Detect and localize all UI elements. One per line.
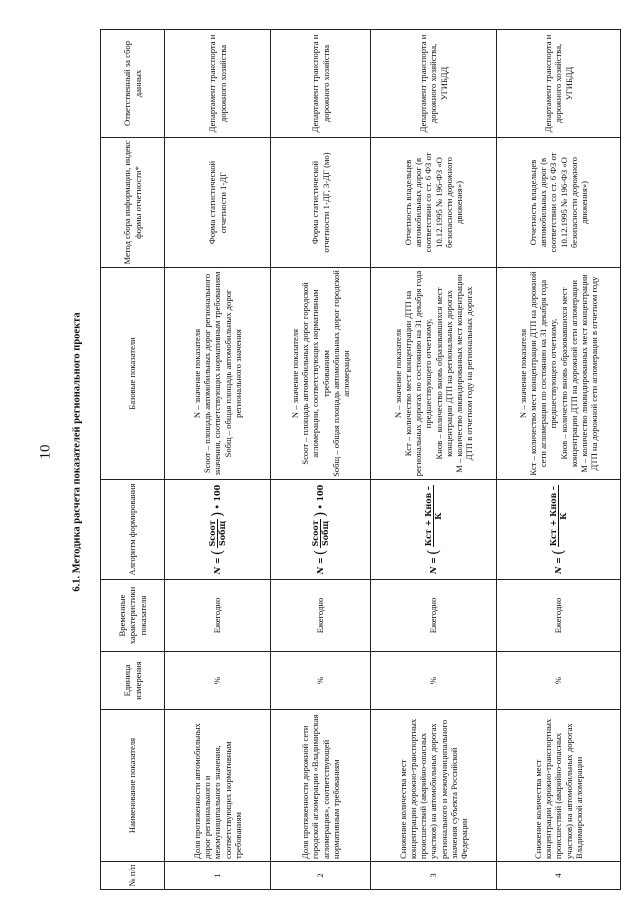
formula: N = ( Sсоот Sобщ ) • 100 xyxy=(309,484,330,575)
base-line: N – значение показателя xyxy=(393,328,404,419)
base-line: М – количество ликвидированных мест концентрации ДТП на дорожной сети агломерации в отчетном году xyxy=(578,274,599,473)
unit-cell: % xyxy=(165,652,271,710)
base-line: Sобщ – общая площадь автомобильных дорог городской агломерации xyxy=(330,270,351,477)
unit-cell: % xyxy=(371,652,497,710)
rotated-table-wrapper xyxy=(100,30,620,890)
table-row xyxy=(371,30,497,890)
formula-numerator: Sсоот xyxy=(206,520,217,547)
unit-cell: % xyxy=(497,652,621,710)
header-name: Наименование показателя xyxy=(101,710,165,862)
formula-numerator: Кст + Кнов – xyxy=(547,486,558,547)
header-algorithm: Алгоритм формирования xyxy=(101,480,165,580)
indicator-name: Снижение количества мест концентрации дорожно-транспортных происшествий (аварийно-опасных участков) на автомобильных дорогах Владимирской агломерации xyxy=(497,710,621,862)
base-line: Sобщ – общая площадь автомобильных дорог регионального значения xyxy=(222,289,243,458)
header-base-indicators: Базовые показатели xyxy=(101,268,165,480)
table-row xyxy=(165,30,271,890)
responsible-cell: Департамент транспорта и дорожного хозяйства, УГИБДД xyxy=(497,30,621,138)
indicator-name: Снижение количества мест концентрации дорожно-транспортных происшествий (аварийно-опасных участков) на автомобильных дорогах регионального и межмуниципального значения субъекта Российской Федерации xyxy=(371,710,497,862)
periodicity-cell: Ежегодно xyxy=(271,580,371,652)
formula-lhs: N = xyxy=(211,557,222,575)
formula: N = ( Кст + Кнов – К xyxy=(547,486,568,574)
formula-denominator: К xyxy=(558,512,568,520)
periodicity-cell: Ежегодно xyxy=(371,580,497,652)
base-indicators-cell xyxy=(497,268,621,480)
header-unit: Единица измерения xyxy=(101,652,165,710)
page-number: 10 xyxy=(37,444,54,460)
formula-tail: • 100 xyxy=(314,484,325,510)
formula-cell xyxy=(497,480,621,580)
base-line: Sсоот – площадь автомобильных дорог городской агломерации, соответствующих нормативным требованиям xyxy=(300,282,331,465)
responsible-cell: Департамент транспорта и дорожного хозяйства, УГИБДД xyxy=(371,30,497,138)
responsible-cell: Департамент транспорта и дорожного хозяйства xyxy=(165,30,271,138)
base-line: N – значение показателя xyxy=(518,328,529,419)
method-cell: Отчетность владельцев автомобильных дорог (в соответствии со ст. 6 ФЗ от 10.12.1995 № 196-ФЗ «О безопасности дорожного движения») xyxy=(371,138,497,268)
base-line: N – значение показателя xyxy=(192,328,203,419)
base-line: N – значение показателя xyxy=(290,328,301,419)
indicator-name: Доля протяженности автомобильных дорог регионального и межмуниципального значения, соответствующих нормативным требованиям xyxy=(165,710,271,862)
base-line: Кнов – количество вновь образовавшихся мест концентрации ДТП на дорожной сети агломерации xyxy=(558,280,579,467)
row-number: 4 xyxy=(497,862,621,890)
formula-cell xyxy=(371,480,497,580)
row-number: 1 xyxy=(165,862,271,890)
base-line: Кнов – количество вновь образовавшихся мест концентрации ДТП на региональных дорогах xyxy=(433,287,454,460)
header-num: № п/п xyxy=(101,862,165,890)
method-cell: Форма статистической отчетности 1-ДГ, 3-ДГ (мо) xyxy=(271,138,371,268)
method-cell: Отчетность владельцев автомобильных дорог (в соответствии со ст. 6 ФЗ от 10.12.1995 № 196-ФЗ «О безопасности дорожного движения») xyxy=(497,138,621,268)
method-cell: Форма статистической отчетности 1-ДГ xyxy=(165,138,271,268)
formula-tail: • 100 xyxy=(211,484,222,510)
base-line: М – количество ликвидированных мест концентрации ДТП в отчетном году на региональных дорогах xyxy=(453,274,474,473)
row-number: 3 xyxy=(371,862,497,890)
formula-numerator: Кст + Кнов – xyxy=(422,486,433,547)
formula-lhs: N = xyxy=(314,557,325,575)
indicators-table xyxy=(100,29,621,890)
base-line: Кст – количество мест концентрации ДТП на дорожной сети агломерации по состоянию на 31 декабря года предшествующего отчетному, xyxy=(528,271,559,476)
table-header-row xyxy=(101,30,165,890)
unit-cell: % xyxy=(271,652,371,710)
formula-lhs: N = xyxy=(552,557,563,574)
formula: N = ( Кст + Кнов – К xyxy=(422,486,443,574)
base-indicators-cell xyxy=(271,268,371,480)
section-heading: 6.1. Методика расчета показателей регионального проекта xyxy=(71,312,83,592)
base-line: Кст – количество мест концентрации ДТП на региональных дорогах по состоянию на 31 декабря года предшествующего отчетному, xyxy=(403,270,434,477)
header-responsible: Ответственный за сбор данных xyxy=(101,30,165,138)
header-method: Метод сбора информации, индекс формы отчетности* xyxy=(101,138,165,268)
formula-cell xyxy=(271,480,371,580)
formula-cell xyxy=(165,480,271,580)
formula-denominator: Sобщ xyxy=(217,520,227,546)
formula-denominator: Sобщ xyxy=(320,520,330,546)
base-line: Sсоот – площадь автомобильных дорог регионального значения, соответствующих нормативным требованиям xyxy=(202,271,223,476)
responsible-cell: Департамент транспорта и дорожного хозяйства xyxy=(271,30,371,138)
formula: N = ( Sсоот Sобщ ) • 100 xyxy=(206,484,227,575)
table-row xyxy=(271,30,371,890)
formula-denominator: К xyxy=(433,512,443,520)
formula-lhs: N = xyxy=(427,557,438,574)
periodicity-cell: Ежегодно xyxy=(497,580,621,652)
base-indicators-cell xyxy=(371,268,497,480)
header-time: Временные характеристики показателя xyxy=(101,580,165,652)
periodicity-cell: Ежегодно xyxy=(165,580,271,652)
indicator-name: Доля протяженности дорожной сети городской агломерации «Владимирская агломерация», соответствующей нормативным требованиям xyxy=(271,710,371,862)
base-indicators-cell xyxy=(165,268,271,480)
formula-numerator: Sсоот xyxy=(309,520,320,547)
table-row xyxy=(497,30,621,890)
row-number: 2 xyxy=(271,862,371,890)
